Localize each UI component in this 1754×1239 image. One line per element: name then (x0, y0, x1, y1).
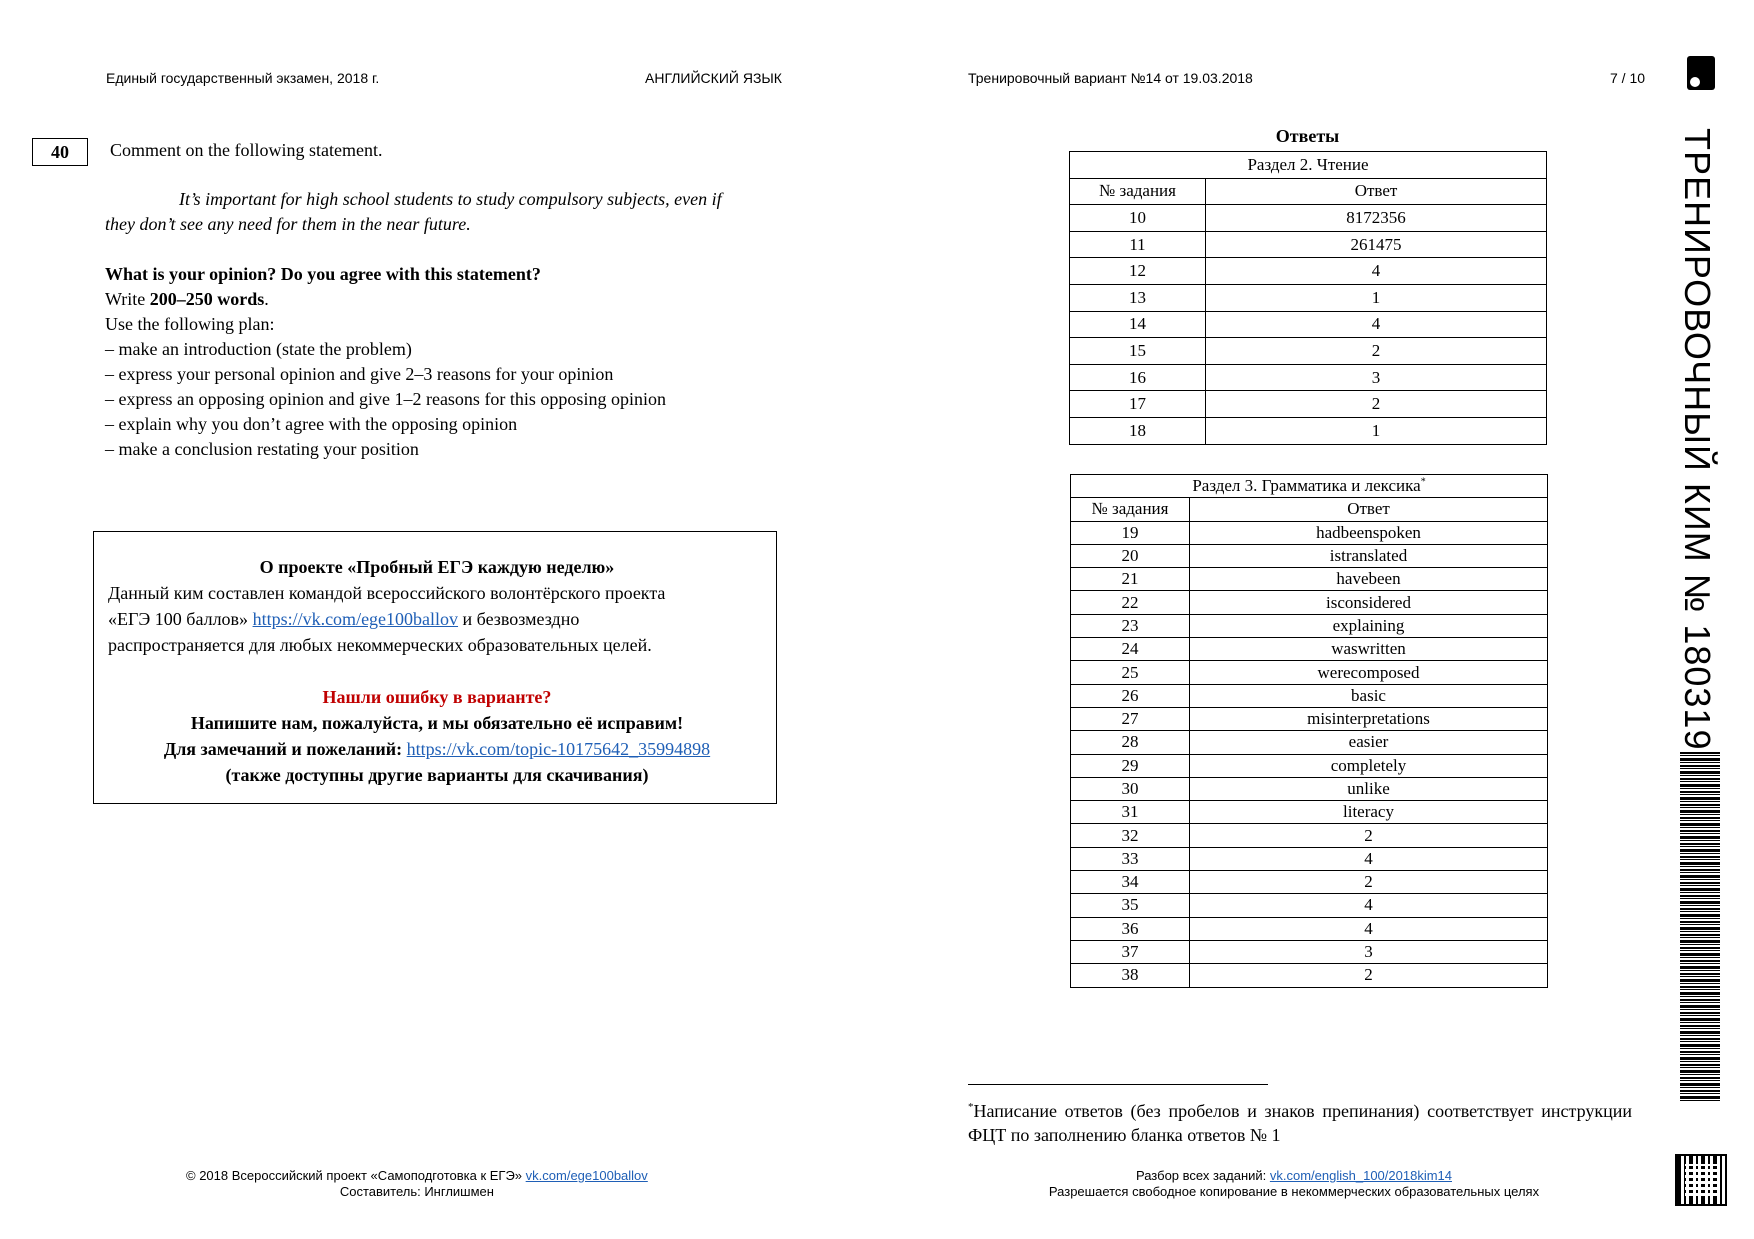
task-intro: Comment on the following statement. (110, 140, 383, 160)
answer-row (1071, 614, 1548, 637)
answer-row (1071, 731, 1548, 754)
answer-cell: 4 (1206, 258, 1547, 285)
plan-item: – express your personal opinion and give 2–3 reasons for your opinion (105, 364, 614, 384)
footnote: *Написание ответов (без пробелов и знаков препинания) соответствует инструкции ФЦТ по заполнению бланка ответов № 1 (968, 1101, 1632, 1145)
answer-cell: 1 (1206, 417, 1547, 444)
task-number-cell: 23 (1071, 614, 1190, 637)
answer-cell: 4 (1206, 311, 1547, 338)
plan-item: – make an introduction (state the problem) (105, 339, 412, 359)
header-page-number: 7 / 10 (1610, 70, 1646, 86)
error-question: Нашли ошибку в варианте? (322, 687, 552, 707)
answer-cell: isconsidered (1190, 591, 1548, 614)
task-number-cell: 10 (1070, 205, 1206, 232)
answer-cell: 8172356 (1206, 205, 1547, 232)
answer-row (1071, 638, 1548, 661)
answer-row (1071, 521, 1548, 544)
footer-right: Разбор всех заданий: vk.com/english_100/2018kim14 Разрешается свободное копирование в некоммерческих образовательных целях (1029, 1168, 1559, 1200)
answer-row (1070, 205, 1547, 232)
error-request: Напишите нам, пожалуйста, и мы обязательно её исправим! (190, 713, 684, 733)
answer-cell: werecomposed (1190, 661, 1548, 684)
also-available: (также доступны другие варианты для скачивания) (225, 765, 649, 785)
answer-row (1070, 417, 1547, 444)
answer-cell: 4 (1190, 847, 1548, 870)
project-desc-line1: Данный ким составлен командой всероссийского волонтёрского проекта (108, 583, 666, 603)
answer-row (1070, 391, 1547, 418)
project-title: О проекте «Пробный ЕГЭ каждую неделю» (259, 557, 615, 577)
footer-left: © 2018 Всероссийский проект «Самоподготовка к ЕГЭ» vk.com/ege100ballov Составитель: Инглишмен (186, 1168, 648, 1199)
footer-analysis-link[interactable]: vk.com/english_100/2018kim14 (1269, 1168, 1452, 1183)
task-number-cell: 38 (1071, 964, 1190, 987)
task-statement (105, 187, 722, 237)
answer-cell: 261475 (1206, 231, 1547, 258)
answer-row (1071, 847, 1548, 870)
answer-row (1071, 661, 1548, 684)
task-number-cell: 25 (1071, 661, 1190, 684)
answer-cell: completely (1190, 754, 1548, 777)
project-desc-line3: распространяется для любых некоммерческих образовательных целей. (108, 635, 652, 655)
answers-table-section3 (1070, 474, 1548, 988)
header-variant: Тренировочный вариант №14 от 19.03.2018 (968, 70, 1253, 86)
project-info-box (93, 531, 777, 804)
answer-row (1070, 231, 1547, 258)
answer-cell: misinterpretations (1190, 707, 1548, 730)
answer-cell: 2 (1206, 338, 1547, 365)
answer-cell: 2 (1190, 964, 1548, 987)
answer-row (1071, 940, 1548, 963)
answer-cell: easier (1190, 731, 1548, 754)
header-exam-title: Единый государственный экзамен, 2018 г. (106, 70, 380, 86)
answer-row (1071, 591, 1548, 614)
task-number-cell: 36 (1071, 917, 1190, 940)
task-number-cell: 30 (1071, 777, 1190, 800)
answer-row (1070, 311, 1547, 338)
answer-cell: 4 (1190, 894, 1548, 917)
task-instructions (105, 262, 666, 462)
task-number-cell: 15 (1070, 338, 1206, 365)
task-number-cell: 18 (1070, 417, 1206, 444)
task-number-cell: 37 (1071, 940, 1190, 963)
answer-cell: unlike (1190, 777, 1548, 800)
task-number-cell: 35 (1071, 894, 1190, 917)
answer-row (1071, 917, 1548, 940)
task-number-cell: 16 (1070, 364, 1206, 391)
answer-cell: 2 (1190, 824, 1548, 847)
answer-cell: hadbeenspoken (1190, 521, 1548, 544)
footer-project-link[interactable]: vk.com/ege100ballov (525, 1168, 648, 1183)
answer-row (1070, 284, 1547, 311)
task-number-cell: 21 (1071, 568, 1190, 591)
answer-cell: literacy (1190, 801, 1548, 824)
answer-row (1071, 707, 1548, 730)
task-question: What is your opinion? Do you agree with this statement? (105, 264, 541, 284)
answer-cell: basic (1190, 684, 1548, 707)
answer-cell: waswritten (1190, 638, 1548, 661)
plan-item: – express an opposing opinion and give 1–2 reasons for this opposing opinion (105, 389, 666, 409)
task-number-cell: 22 (1071, 591, 1190, 614)
col-answer-header: Ответ (1190, 498, 1548, 521)
answer-row (1071, 894, 1548, 917)
task-number-cell: 13 (1070, 284, 1206, 311)
answer-cell: havebeen (1190, 568, 1548, 591)
task-number-box: 40 (32, 138, 88, 166)
task-number-cell: 19 (1071, 521, 1190, 544)
col-answer-header: Ответ (1206, 178, 1547, 205)
answer-row (1071, 684, 1548, 707)
answer-row (1070, 258, 1547, 285)
answer-cell: 1 (1206, 284, 1547, 311)
answers-table-section2 (1069, 151, 1547, 445)
answer-row (1071, 871, 1548, 894)
footnote-divider (968, 1084, 1268, 1085)
task-number-cell: 34 (1071, 871, 1190, 894)
header-subject: АНГЛИЙСКИЙ ЯЗЫК (645, 70, 782, 86)
answer-cell: 4 (1190, 917, 1548, 940)
statement-line-1: It’s important for high school students to study compulsory subjects, even if (179, 189, 722, 209)
plan-intro: Use the following plan: (105, 314, 275, 334)
answer-row (1071, 754, 1548, 777)
task-number-cell: 27 (1071, 707, 1190, 730)
plan-item: – make a conclusion restating your position (105, 439, 419, 459)
answer-cell: 2 (1206, 391, 1547, 418)
answer-cell: 3 (1190, 940, 1548, 963)
answer-row (1071, 568, 1548, 591)
answer-row (1071, 777, 1548, 800)
answer-cell: 2 (1190, 871, 1548, 894)
answer-row (1070, 364, 1547, 391)
task-number-cell: 31 (1071, 801, 1190, 824)
answer-cell: 3 (1206, 364, 1547, 391)
answer-row (1070, 338, 1547, 365)
footer-copy-note: Разрешается свободное копирование в некоммерческих образовательных целях (1048, 1184, 1540, 1199)
col-task-header: № задания (1071, 498, 1190, 521)
contact-link[interactable]: https://vk.com/topic-10175642_35994898 (406, 739, 711, 759)
task-number-cell: 24 (1071, 638, 1190, 661)
qr-code-icon (1677, 1156, 1725, 1204)
answer-row (1071, 824, 1548, 847)
plan-item: – explain why you don’t agree with the opposing opinion (105, 414, 518, 434)
task-number-cell: 11 (1070, 231, 1206, 258)
answer-row (1071, 801, 1548, 824)
section3-title: Раздел 3. Грамматика и лексика* (1071, 475, 1548, 498)
task-number-cell: 28 (1071, 731, 1190, 754)
task-number-cell: 32 (1071, 824, 1190, 847)
statement-line-2: they don’t see any need for them in the near future. (105, 214, 471, 234)
section2-title: Раздел 2. Чтение (1070, 152, 1547, 179)
contact-line: Для замечаний и пожеланий: https://vk.com/topic-10175642_35994898 (163, 739, 711, 759)
answers-title: Ответы (1275, 126, 1340, 146)
project-link[interactable]: https://vk.com/ege100ballov (252, 609, 459, 629)
col-task-header: № задания (1070, 178, 1206, 205)
answer-cell: istranslated (1190, 544, 1548, 567)
project-desc-line2: «ЕГЭ 100 баллов» https://vk.com/ege100ballov и безвозмездно (108, 609, 580, 629)
answer-cell: explaining (1190, 614, 1548, 637)
task-number-cell: 17 (1070, 391, 1206, 418)
barcode-icon (1680, 752, 1720, 1102)
vertical-kim-title: ТРЕНИРОВОЧНЫЙ КИМ № 180319 (1677, 128, 1718, 751)
ege-logo-icon (1687, 56, 1715, 90)
task-number-cell: 12 (1070, 258, 1206, 285)
task-number-cell: 26 (1071, 684, 1190, 707)
footer-author: Составитель: Инглишмен (339, 1184, 494, 1199)
task-number-cell: 29 (1071, 754, 1190, 777)
answer-row (1071, 964, 1548, 987)
answer-row (1071, 544, 1548, 567)
task-word-count: Write 200–250 words. (105, 289, 269, 309)
task-number-cell: 14 (1070, 311, 1206, 338)
task-number-cell: 33 (1071, 847, 1190, 870)
task-number-cell: 20 (1071, 544, 1190, 567)
